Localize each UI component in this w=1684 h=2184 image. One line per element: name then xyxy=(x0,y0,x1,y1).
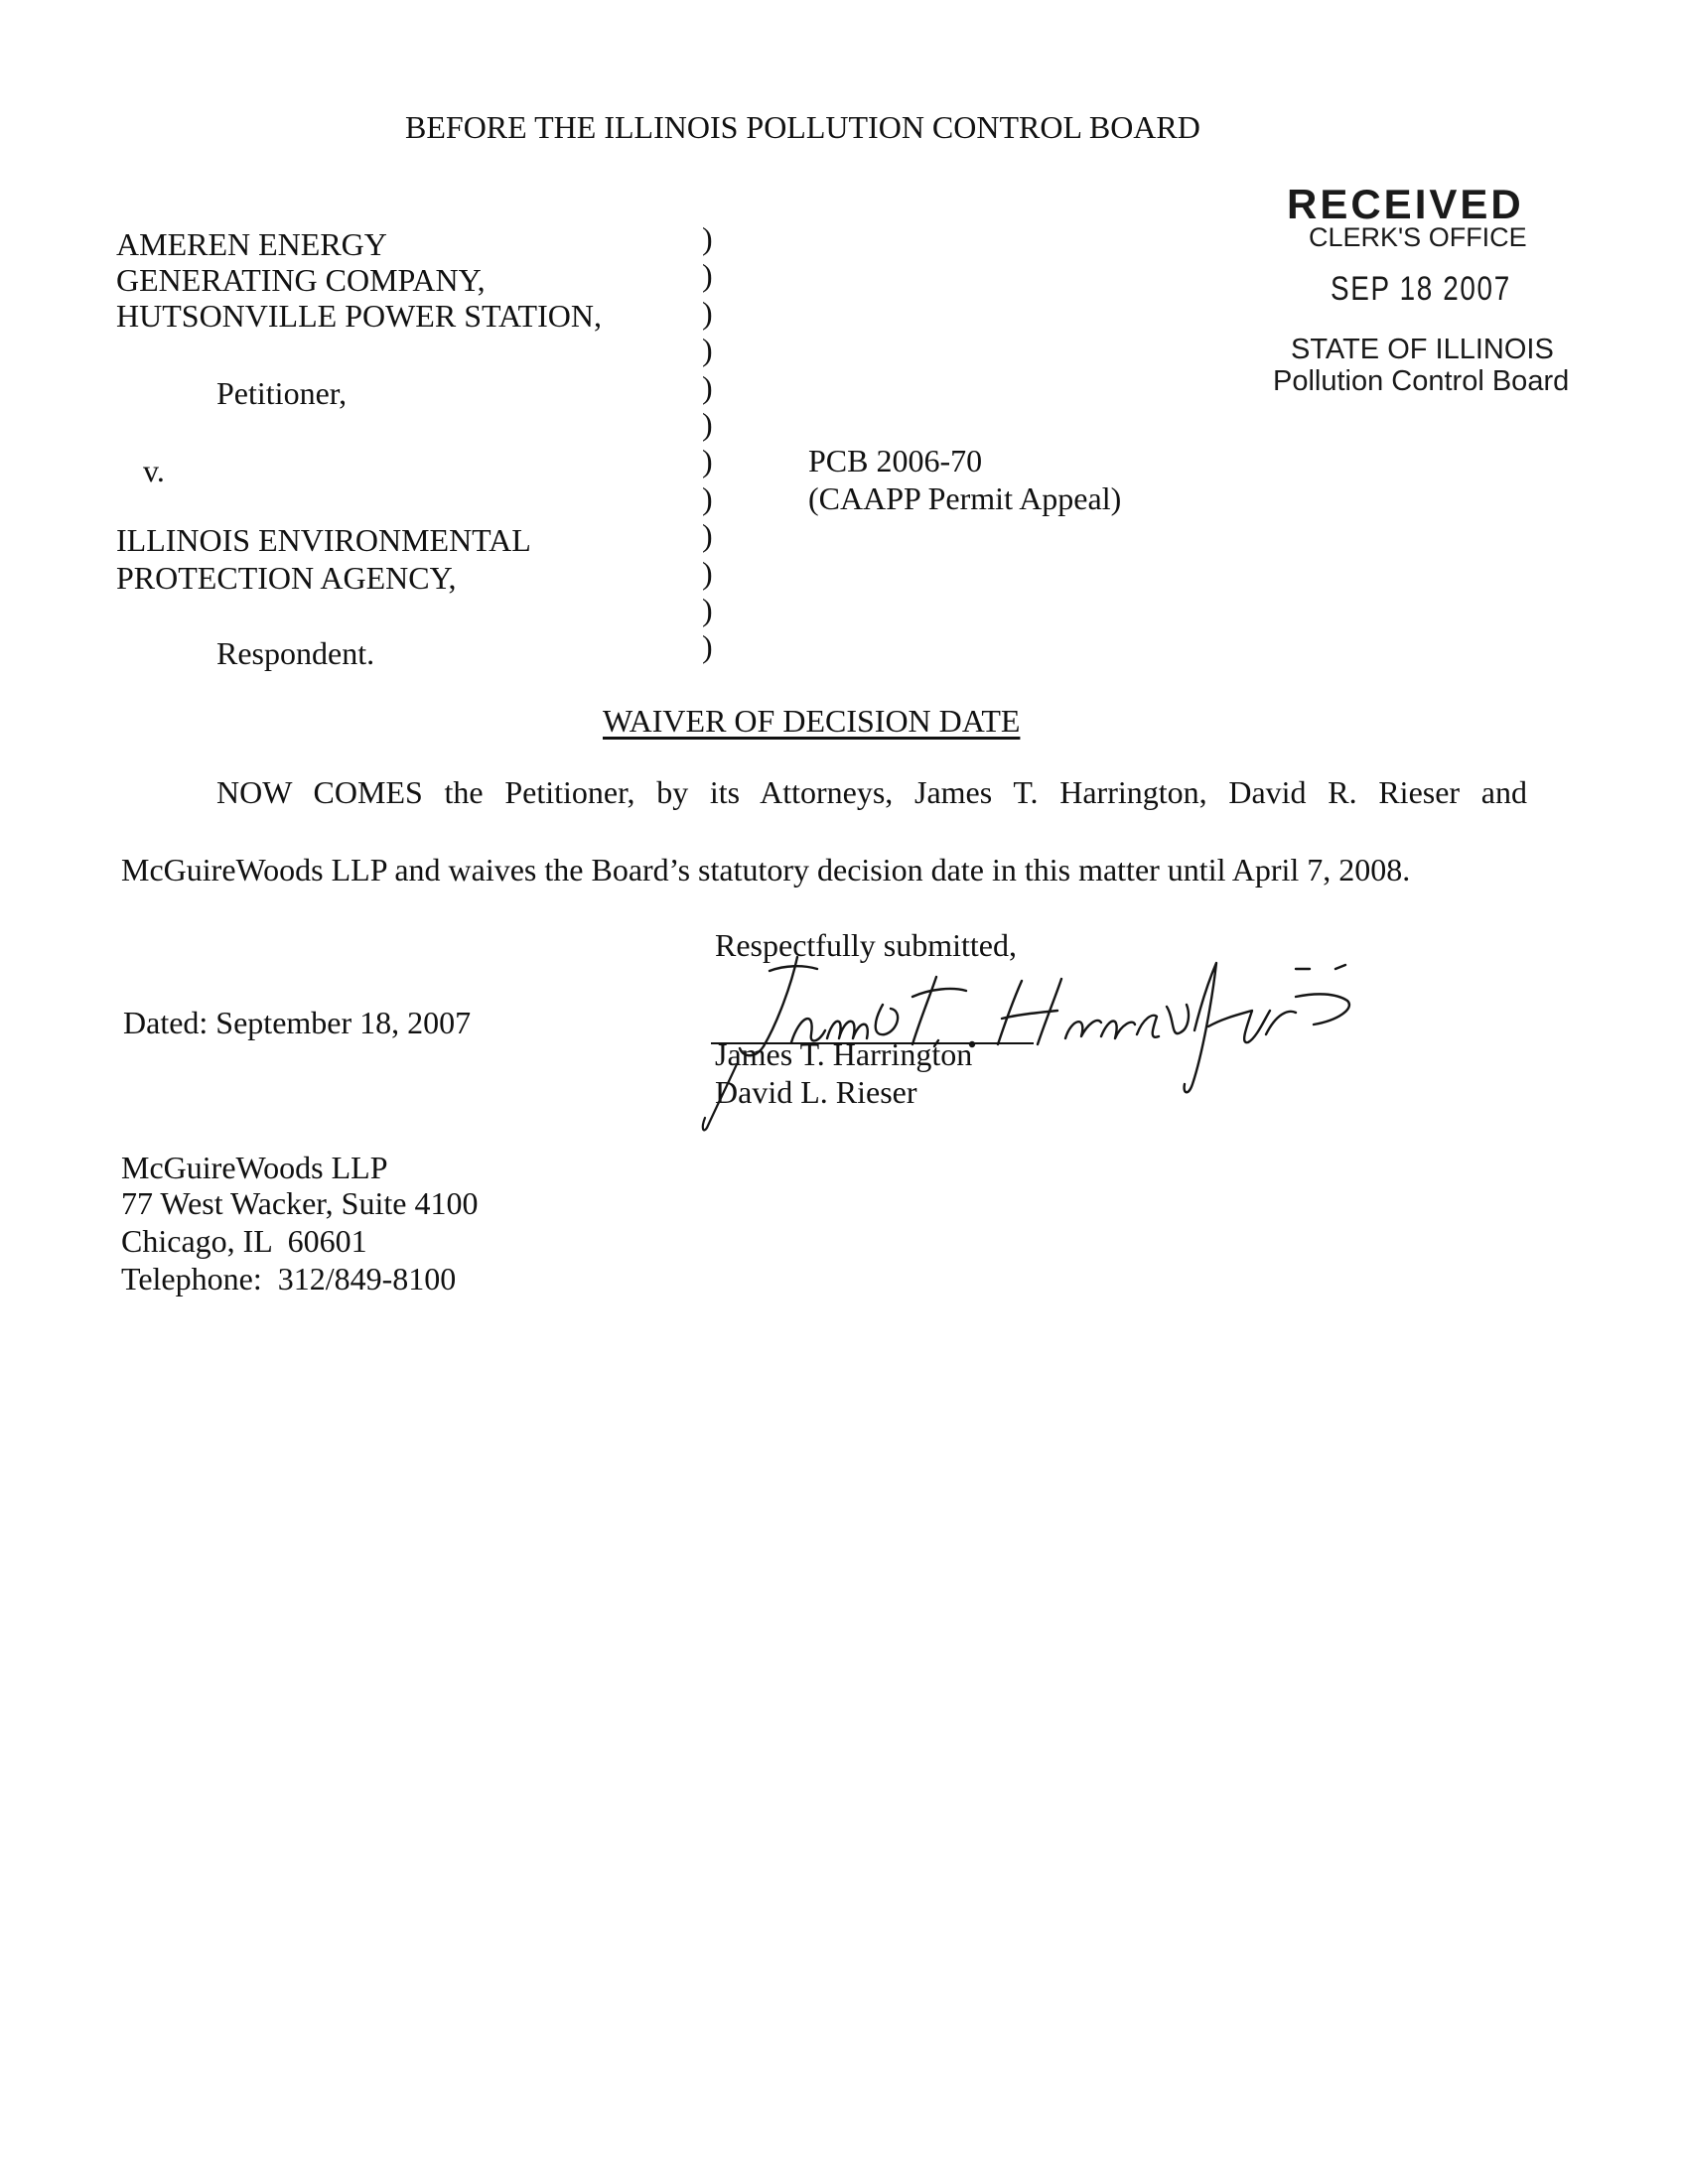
versus: v. xyxy=(143,453,165,488)
firm-address-1: 77 West Wacker, Suite 4100 xyxy=(121,1185,479,1221)
paren: ) xyxy=(702,332,713,368)
firm-phone: Telephone: 312/849-8100 xyxy=(121,1261,457,1297)
paren: ) xyxy=(702,628,713,665)
firm-address-2: Chicago, IL 60601 xyxy=(121,1223,367,1259)
respondent-role: Respondent. xyxy=(216,635,375,671)
stamp-board: Pollution Control Board xyxy=(1273,365,1570,397)
respondent-line-1: ILLINOIS ENVIRONMENTAL xyxy=(116,522,531,558)
caption-parentheses xyxy=(702,220,713,666)
petitioner-line-2: GENERATING COMPANY, xyxy=(116,262,486,298)
paren: ) xyxy=(702,554,713,591)
stamp-date: SEP 18 2007 xyxy=(1331,270,1511,308)
paren: ) xyxy=(702,443,713,479)
stamp-received: RECEIVED xyxy=(1287,181,1524,227)
stamp-clerks-office: CLERK'S OFFICE xyxy=(1309,222,1527,252)
petitioner-line-3: HUTSONVILLE POWER STATION, xyxy=(116,298,602,334)
document-title: WAIVER OF DECISION DATE xyxy=(603,703,1021,739)
paren: ) xyxy=(702,220,713,256)
respondent-line-2: PROTECTION AGENCY, xyxy=(116,560,457,596)
petitioner-line-1: AMEREN ENERGY xyxy=(116,226,387,262)
body-line-1: NOW COMES the Petitioner, by its Attorneys, James T. Harrington, David R. Rieser and xyxy=(216,774,1527,810)
paren: ) xyxy=(702,405,713,442)
firm-name: McGuireWoods LLP xyxy=(121,1150,388,1185)
stamp-state: STATE OF ILLINOIS xyxy=(1291,334,1554,365)
court-heading: BEFORE THE ILLINOIS POLLUTION CONTROL BOARD xyxy=(405,109,1200,145)
paren: ) xyxy=(702,294,713,331)
paren: ) xyxy=(702,517,713,554)
petitioner-role: Petitioner, xyxy=(216,375,348,411)
dated: Dated: September 18, 2007 xyxy=(123,1005,472,1040)
paren: ) xyxy=(702,257,713,294)
signer-2: David L. Rieser xyxy=(715,1074,917,1110)
paren: ) xyxy=(702,591,713,627)
signature-tail-mark xyxy=(699,1056,749,1136)
closing: Respectfully submitted, xyxy=(715,927,1017,963)
case-number: PCB 2006-70 xyxy=(808,443,983,478)
signer-1: James T. Harrington xyxy=(715,1036,973,1072)
paren: ) xyxy=(702,368,713,405)
body-line-2: McGuireWoods LLP and waives the Board’s statutory decision date in this matter until April 7, 2008. xyxy=(121,852,1411,887)
paren: ) xyxy=(702,479,713,516)
case-type: (CAAPP Permit Appeal) xyxy=(808,480,1122,516)
